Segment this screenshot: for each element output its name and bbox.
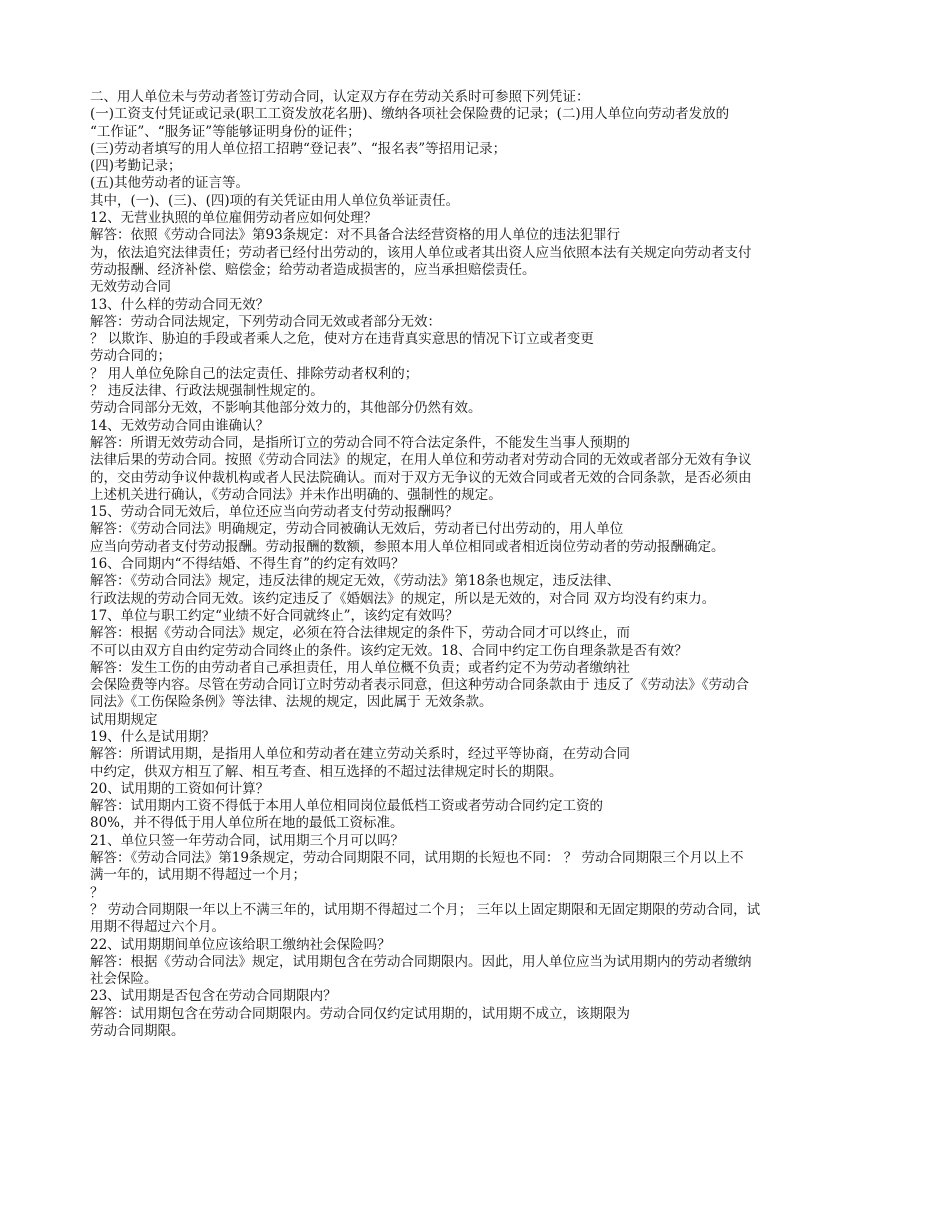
text-line: (一)工资支付凭证或记录(职工工资发放花名册)、缴纳各项社会保险费的记录；(二)用人单位向劳动者发放的 bbox=[90, 106, 730, 123]
text-line: 不可以由双方自由约定劳动合同终止的条件。该约定无效。18、合同中约定工伤自理条款是否有效？ bbox=[90, 642, 688, 659]
text-line: 劳动报酬、经济补偿、赔偿金；给劳动者造成损害的，应当承担赔偿责任。 bbox=[90, 261, 536, 278]
text-line: 无效劳动合同 bbox=[90, 279, 171, 296]
text-line: 80%，并不得低于用人单位所在地的最低工资标准。 bbox=[90, 815, 404, 832]
text-line: 上述机关进行确认，《劳动合同法》并未作出明确的、强制性的规定。 bbox=[90, 486, 502, 503]
text-line: 劳动合同部分无效，不影响其他部分效力的，其他部分仍然有效。 bbox=[90, 400, 482, 417]
text-line: 满一年的，试用期不得超过一个月； bbox=[90, 867, 306, 884]
text-line: (四)考勤记录； bbox=[90, 158, 182, 175]
text-line: (五)其他劳动者的证言等。 bbox=[90, 175, 250, 192]
text-line: 同法》《工伤保险条例》等法律、法规的规定，因此属于 无效条款。 bbox=[90, 694, 493, 711]
text-line: ？ 以欺诈、胁迫的手段或者乘人之危，使对方在违背真实意思的情况下订立或者变更 bbox=[90, 331, 594, 348]
text-line: 法律后果的劳动合同。按照《劳动合同法》的规定，在用人单位和劳动者对劳动合同的无效或者部分无效有争议 bbox=[90, 452, 752, 469]
text-line: 试用期规定 bbox=[90, 711, 158, 728]
text-line: 的，交由劳动争议仲裁机构或者人民法院确认。而对于双方无争议的无效合同或者无效的合同条款，是否必须由 bbox=[90, 469, 752, 486]
text-line: 16、合同期内“不得结婚、不得生育”的约定有效吗？ bbox=[90, 556, 405, 573]
text-line: 解答：根据《劳动合同法》规定，必须在符合法律规定的条件下，劳动合同才可以终止，而 bbox=[90, 625, 630, 642]
text-line: 劳动合同期限。 bbox=[90, 1023, 185, 1040]
text-line: 17、单位与职工约定“业绩不好合同就终止”，该约定有效吗？ bbox=[90, 607, 459, 624]
text-line: 解答：劳动合同法规定，下列劳动合同无效或者部分无效： bbox=[90, 313, 441, 330]
text-line: 会保险费等内容。尽管在劳动合同订立时劳动者表示同意，但这种劳动合同条款由于 违反了《劳动法》《劳动合 bbox=[90, 677, 750, 694]
text-line: 其中，(一)、(三)、(四)项的有关凭证由用人单位负举证责任。 bbox=[90, 192, 460, 209]
text-line: “工作证”、“服务证”等能够证明身份的证件； bbox=[90, 123, 361, 140]
text-line: 19、什么是试用期？ bbox=[90, 728, 216, 745]
text-line: 解答：依照《劳动合同法》第93条规定：对不具备合法经营资格的用人单位的违法犯罪行 bbox=[90, 227, 621, 244]
text-line: 解答：试用期内工资不得低于本用人单位相同岗位最低档工资或者劳动合同约定工资的 bbox=[90, 798, 603, 815]
text-line: ？ bbox=[90, 884, 104, 901]
text-line: 解答：根据《劳动合同法》规定，试用期包含在劳动合同期限内。因此，用人单位应当为试用期内的劳动者缴纳 bbox=[90, 953, 752, 970]
text-line: ？ 违反法律、行政法规强制性规定的。 bbox=[90, 383, 324, 400]
text-line: 解答：试用期包含在劳动合同期限内。劳动合同仅约定试用期的，试用期不成立，该期限为 bbox=[90, 1005, 630, 1022]
text-line: 为，依法追究法律责任；劳动者已经付出劳动的，该用人单位或者其出资人应当依照本法有关规定向劳动者支付 bbox=[90, 244, 752, 261]
text-line: 20、试用期的工资如何计算？ bbox=[90, 780, 270, 797]
text-line: 行政法规的劳动合同无效。该约定违反了《婚姻法》的规定，所以是无效的，对合同 双方均没有约束力。 bbox=[90, 590, 716, 607]
text-line: ？ 用人单位免除自己的法定责任、排除劳动者权利的； bbox=[90, 365, 419, 382]
text-line: 解答：发生工伤的由劳动者自己承担责任，用人单位概不负责；或者约定不为劳动者缴纳社 bbox=[90, 659, 630, 676]
text-line: 应当向劳动者支付劳动报酬。劳动报酬的数额，参照本用人单位相同或者相近岗位劳动者的劳动报酬确定。 bbox=[90, 538, 725, 555]
text-line: 12、无营业执照的单位雇佣劳动者应如何处理？ bbox=[90, 210, 378, 227]
text-line: 用期不得超过六个月。 bbox=[90, 919, 225, 936]
document-body bbox=[90, 89, 865, 1040]
text-line: 中约定，供双方相互了解、相互考查、相互选择的不超过法律规定时长的期限。 bbox=[90, 763, 563, 780]
text-line: 解答：所谓无效劳动合同，是指所订立的劳动合同不符合法定条件，不能发生当事人预期的 bbox=[90, 434, 630, 451]
text-line: 解答：《劳动合同法》第19条规定，劳动合同期限不同，试用期的长短也不同： ？ 劳动合同期限三个月以上不 bbox=[90, 850, 744, 867]
text-line: 13、什么样的劳动合同无效？ bbox=[90, 296, 270, 313]
text-line: (三)劳动者填写的用人单位招工招聘“登记表”、“报名表”等招用记录； bbox=[90, 140, 507, 157]
text-line: 21、单位只签一年劳动合同，试用期三个月可以吗？ bbox=[90, 832, 405, 849]
text-line: 二、用人单位未与劳动者签订劳动合同，认定双方存在劳动关系时可参照下列凭证： bbox=[90, 89, 590, 105]
text-line: 解答：《劳动合同法》规定，违反法律的规定无效，《劳动法》第18条也规定，违反法律、 bbox=[90, 573, 621, 590]
text-line: 14、无效劳动合同由谁确认？ bbox=[90, 417, 270, 434]
text-line: 15、劳动合同无效后，单位还应当向劳动者支付劳动报酬吗？ bbox=[90, 504, 459, 521]
text-line: 解答：所谓试用期，是指用人单位和劳动者在建立劳动关系时，经过平等协商，在劳动合同 bbox=[90, 746, 630, 763]
text-line: 23、试用期是否包含在劳动合同期限内？ bbox=[90, 988, 337, 1005]
text-line: 22、试用期期间单位应该给职工缴纳社会保险吗？ bbox=[90, 936, 391, 953]
text-line: 劳动合同的； bbox=[90, 348, 171, 365]
text-line: ？ 劳动合同期限一年以上不满三年的，试用期不得超过二个月； 三年以上固定期限和无固定期限的劳动合同，试 bbox=[90, 901, 761, 918]
text-line: 社会保险。 bbox=[90, 971, 158, 988]
text-line: 解答：《劳动合同法》明确规定，劳动合同被确认无效后，劳动者已付出劳动的，用人单位 bbox=[90, 521, 624, 538]
